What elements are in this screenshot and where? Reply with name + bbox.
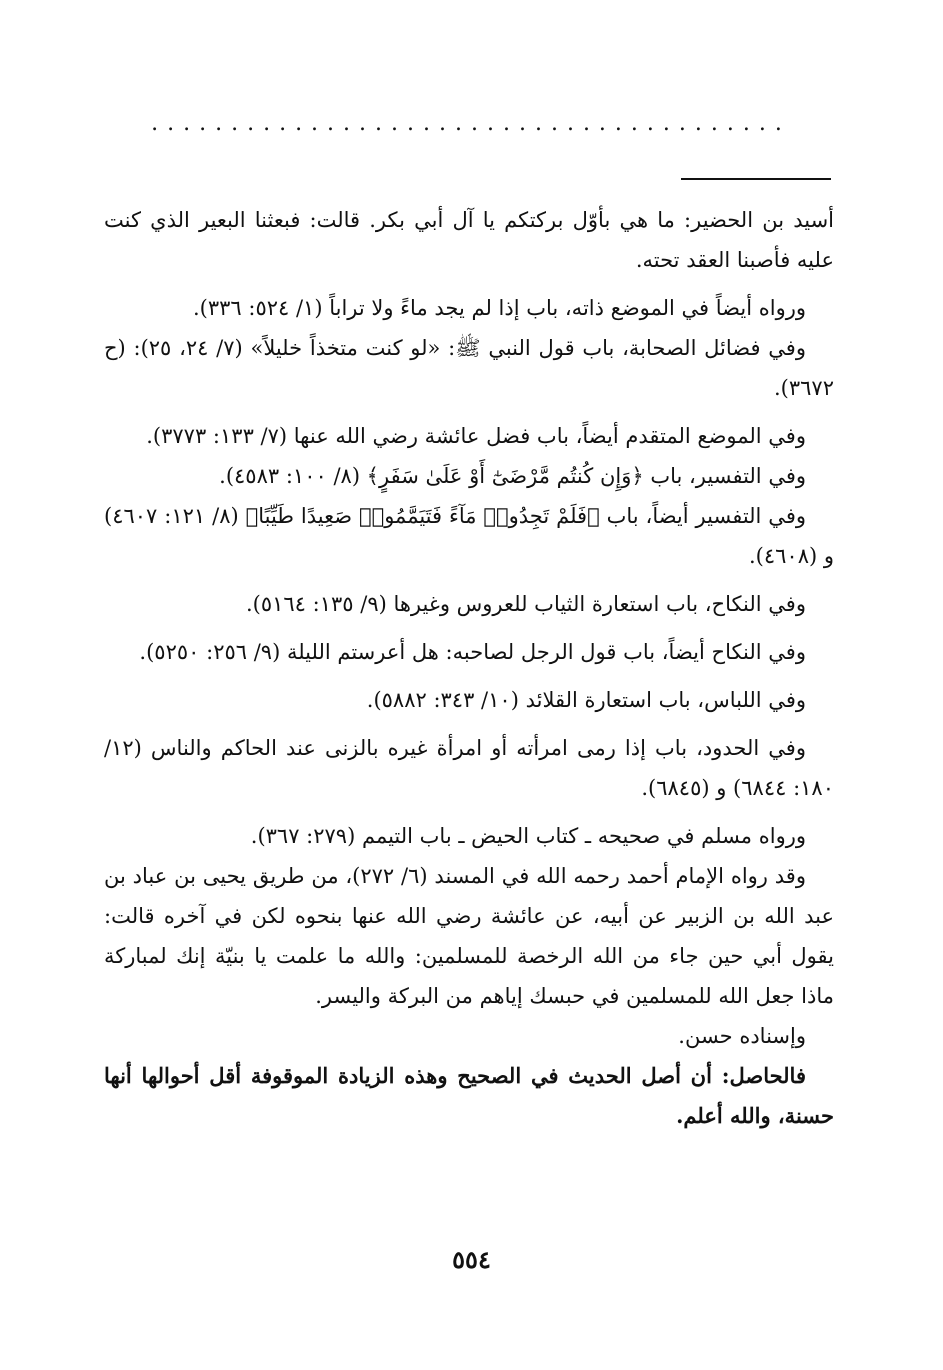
paragraph-conclusion: فالحاصل: أن أصل الحديث في الصحيح وهذه الزيادة الموقوفة أقل أحوالها أنها حسنة، والله أعلم. xyxy=(104,1063,834,1128)
paragraph-citation: وفي النكاح أيضاً، باب قول الرجل لصاحبه: هل أعرستم الليلة (٩/ ٢٥٦: ٥٢٥٠). xyxy=(139,640,806,664)
page-body xyxy=(104,200,834,1144)
paragraph-musnad: وقد رواه الإمام أحمد رحمه الله في المسند (٦/ ٢٧٢)، من طريق يحيى بن عباد بن عبد الله بن الزبير عن أبيه، عن عائشة رضي الله عنها بنحوه لكن في آخره قالت: يقول أبي حين جاء من الله الرخصة للمسلمين: والله ما علمت يا بنيّة إنك لمباركة ماذا جعل الله للمسلمين في حبسك إياهم من البركة واليسر. xyxy=(104,864,834,1008)
paragraph-grading: وإسناده حسن. xyxy=(678,1024,806,1048)
paragraph-citation: وفي التفسير أيضاً، باب ﴿فَلَمْ تَجِدُوا۟ مَآءً فَتَيَمَّمُوا۟ صَعِيدًا طَيِّبًا﴾ (٨/ ١٢١: ٤٦٠٧) و (٤٦٠٨). xyxy=(104,504,834,568)
paragraph-citation: وفي النكاح، باب استعارة الثياب للعروس وغيرها (٩/ ١٣٥: ٥١٦٤). xyxy=(245,592,806,616)
paragraph-citation: وفي الحدود، باب إذا رمى امرأته أو امرأة غيره بالزنى عند الحاكم والناس (١٢/ ١٨٠: ٦٨٤٤) و (٦٨٤٥). xyxy=(104,736,834,800)
paragraph-citation: وفي الموضع المتقدم أيضاً، باب فضل عائشة رضي الله عنها (٧/ ١٣٣: ٣٧٧٣). xyxy=(146,424,806,448)
dotted-separator: ........................................ xyxy=(151,112,791,136)
paragraph-citation: وفي فضائل الصحابة، باب قول النبي ﷺ: «لو كنت متخذاً خليلاً» (٧/ ٢٤، ٢٥): (ح ٣٦٧٢). xyxy=(104,336,834,400)
paragraph-citation: ورواه أيضاً في الموضع ذاته، باب إذا لم يجد ماءً ولا تراباً (١/ ٥٢٤: ٣٣٦). xyxy=(192,296,806,320)
paragraph-citation: وفي التفسير، باب ﴿وَإِن كُنتُم مَّرْضَىٰٓ أَوْ عَلَىٰ سَفَرٍ﴾ (٨/ ١٠٠: ٤٥٨٣). xyxy=(219,464,806,488)
footnote-rule xyxy=(681,178,831,180)
paragraph-citation: وفي اللباس، باب استعارة القلائد (١٠/ ٣٤٣: ٥٨٨٢). xyxy=(366,688,806,712)
paragraph-citation: ورواه مسلم في صحيحه ـ كتاب الحيض ـ باب التيمم (٢٧٩: ٣٦٧). xyxy=(250,824,806,848)
page-number: ٥٥٤ xyxy=(452,1245,491,1274)
paragraph-continuation: أسيد بن الحضير: ما هي بأوّل بركتكم يا آل أبي بكر. قالت: فبعثنا البعير الذي كنت عليه فأصبنا العقد تحته. xyxy=(104,208,834,272)
